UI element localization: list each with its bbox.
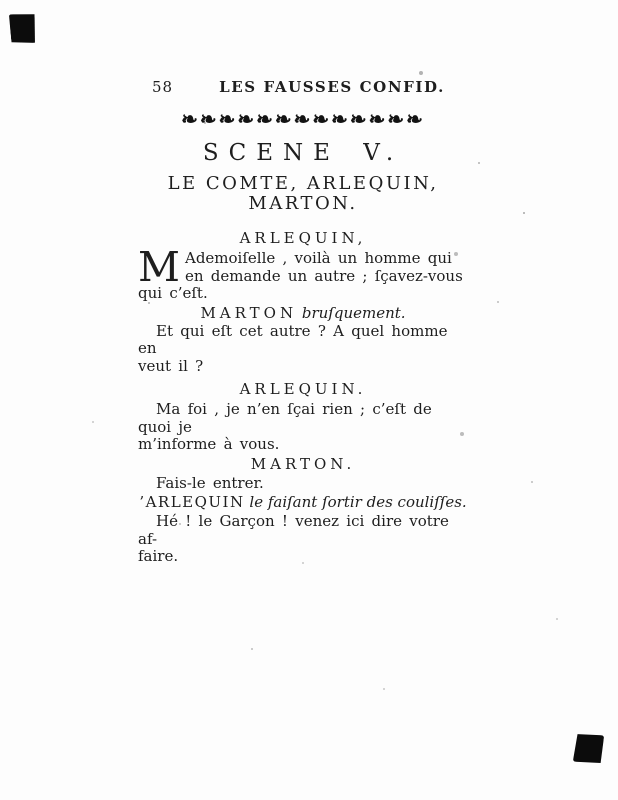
speaker-heading: ARLEQUIN, (239, 229, 367, 247)
dialogue-line: veut il ? (138, 356, 204, 375)
dialogue-line: Ma foi , je n’en ſçai rien ; c’eſt de quoi je (138, 400, 432, 436)
dialogue-line: qui c’eſt. (138, 284, 208, 302)
scan-artifact-bottom-right (573, 733, 604, 764)
ornament-band-icon: ❧❧❧❧❧❧❧❧❧❧❧❧❧ (181, 107, 425, 131)
dialogue-paragraph (138, 401, 468, 454)
speaker-heading: MARTON. (250, 454, 356, 473)
dialogue-paragraph (138, 323, 468, 376)
running-head (138, 78, 468, 98)
dialogue-line: Fais-le entrer. (156, 473, 264, 492)
character-list (138, 174, 468, 214)
speaker-heading: MARTON bruſquement. (200, 303, 406, 322)
dialogue-line: m’informe à vous. (138, 435, 280, 453)
dialogue-line: Ademoiſelle , voilà un homme qui (184, 249, 452, 267)
dialogue-line: Hé ! le Garçon ! venez ici dire votre af- (138, 512, 449, 548)
scan-noise-specks (0, 0, 2, 2)
speaker-heading: ARLEQUIN. (239, 380, 367, 398)
page-number: 58 (152, 78, 174, 96)
stage-direction: le faiſant ſortir des couliſſes. (249, 493, 467, 511)
dialogue-line: faire. (138, 547, 179, 565)
dialogue-line: Et qui eſt cet autre ? A quel homme en (138, 321, 448, 357)
character-list-line: MARTON. (248, 193, 358, 214)
running-title: LES FAUSSES CONFID. (219, 78, 445, 96)
drop-cap: M (138, 243, 180, 291)
stage-direction: bruſquement. (301, 303, 406, 322)
speaker-heading: ’ARLEQUIN le faiſant ſortir des couliſſes. (139, 493, 467, 511)
scan-artifact-top-left (8, 12, 37, 46)
dialogue-paragraph (138, 243, 468, 303)
scene-heading: SCENE V. (202, 140, 404, 166)
dialogue-paragraph (138, 513, 468, 566)
dialogue-line: en demande un autre ; ſçavez-vous (184, 266, 463, 285)
dialogue-paragraph (138, 475, 468, 493)
text-column (138, 78, 468, 566)
character-list-line: LE COMTE, ARLEQUIN, (167, 173, 439, 194)
